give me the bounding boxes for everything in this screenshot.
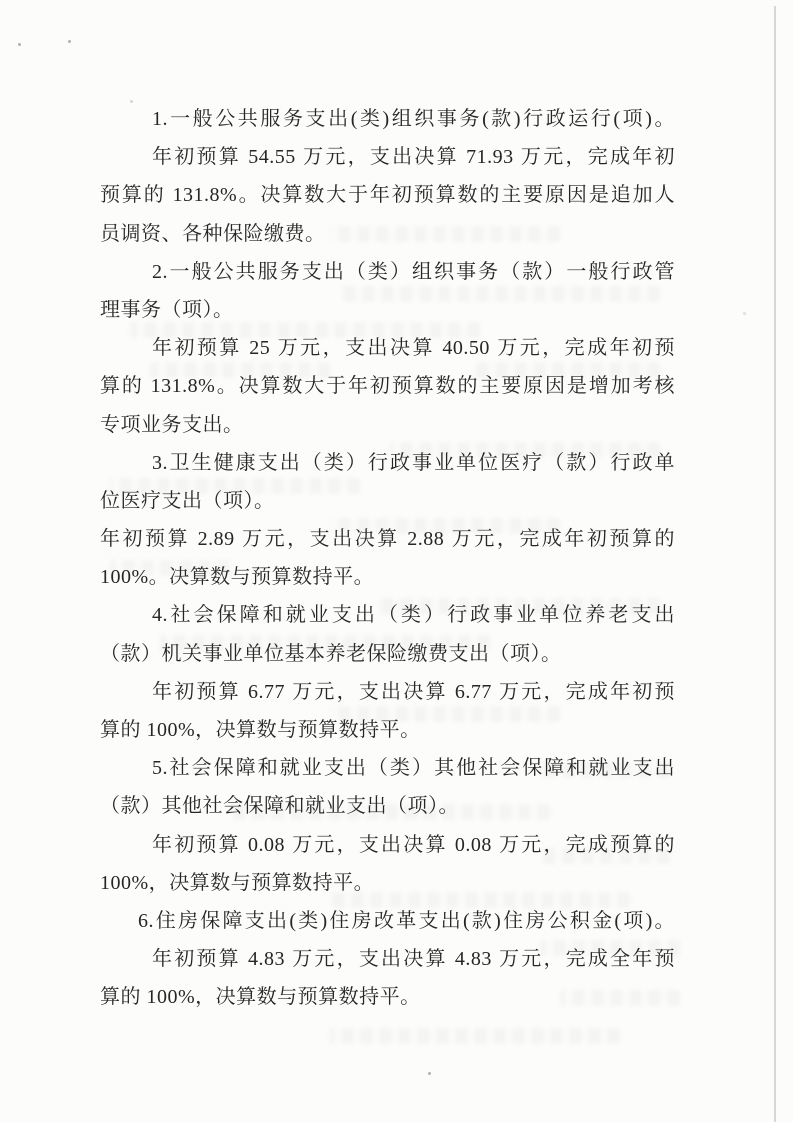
bleedthrough-smudge	[330, 1028, 620, 1044]
scan-edge-line	[774, 6, 776, 1122]
text-line: 理事务（项）。	[100, 298, 234, 321]
text-line: 算的 131.8%。决算数大于年初预算数的主要原因是增加考核	[100, 375, 675, 398]
text-line: 位医疗支出（项）。	[100, 489, 275, 512]
text-line: 3.卫生健康支出（类）行政事业单位医疗（款）行政单	[152, 451, 675, 474]
text-line: 6.住房保障支出(类)住房改革支出(款)住房公积金(项)。	[138, 909, 675, 932]
text-line: 算的 100%，决算数与预算数持平。	[100, 986, 421, 1009]
document-body	[100, 100, 675, 1017]
text-line: 年初预算 2.89 万元，支出决算 2.88 万元，完成年初预算的	[100, 528, 675, 551]
scan-speck	[428, 1072, 431, 1075]
text-line: （款）其他社会保障和就业支出（项）。	[100, 795, 459, 818]
text-line: 预算的 131.8%。决算数大于年初预算数的主要原因是追加人	[100, 184, 675, 207]
text-line: 2.一般公共服务支出（类）组织事务（款）一般行政管	[152, 260, 675, 283]
text-line: 4.社会保障和就业支出（类）行政事业单位养老支出	[152, 604, 675, 627]
text-line: 年初预算 54.55 万元，支出决算 71.93 万元，完成年初	[152, 146, 675, 169]
text-line: 年初预算 0.08 万元，支出决算 0.08 万元，完成预算的	[152, 833, 675, 856]
text-line: 算的 100%，决算数与预算数持平。	[100, 719, 421, 741]
text-line: 5.社会保障和就业支出（类）其他社会保障和就业支出	[152, 757, 675, 780]
text-line: 1.一般公共服务支出(类)组织事务(款)行政运行(项)。	[152, 108, 675, 130]
text-line: 专项业务支出。	[100, 413, 244, 436]
scan-speck	[743, 312, 746, 315]
text-line: 100%。决算数与预算数持平。	[100, 566, 375, 589]
text-line: 员调资、各种保险缴费。	[100, 222, 326, 245]
text-line: 年初预算 4.83 万元，支出决算 4.83 万元，完成全年预	[152, 948, 675, 971]
text-line: 100%，决算数与预算数持平。	[100, 871, 375, 894]
scan-speck	[18, 43, 21, 46]
text-line: 年初预算 25 万元，支出决算 40.50 万元，完成年初预	[152, 337, 675, 360]
text-line: （款）机关事业单位基本养老保险缴费支出（项）。	[100, 642, 562, 665]
scan-speck	[68, 40, 71, 43]
text-line: 年初预算 6.77 万元，支出决算 6.77 万元，完成年初预	[152, 680, 675, 703]
